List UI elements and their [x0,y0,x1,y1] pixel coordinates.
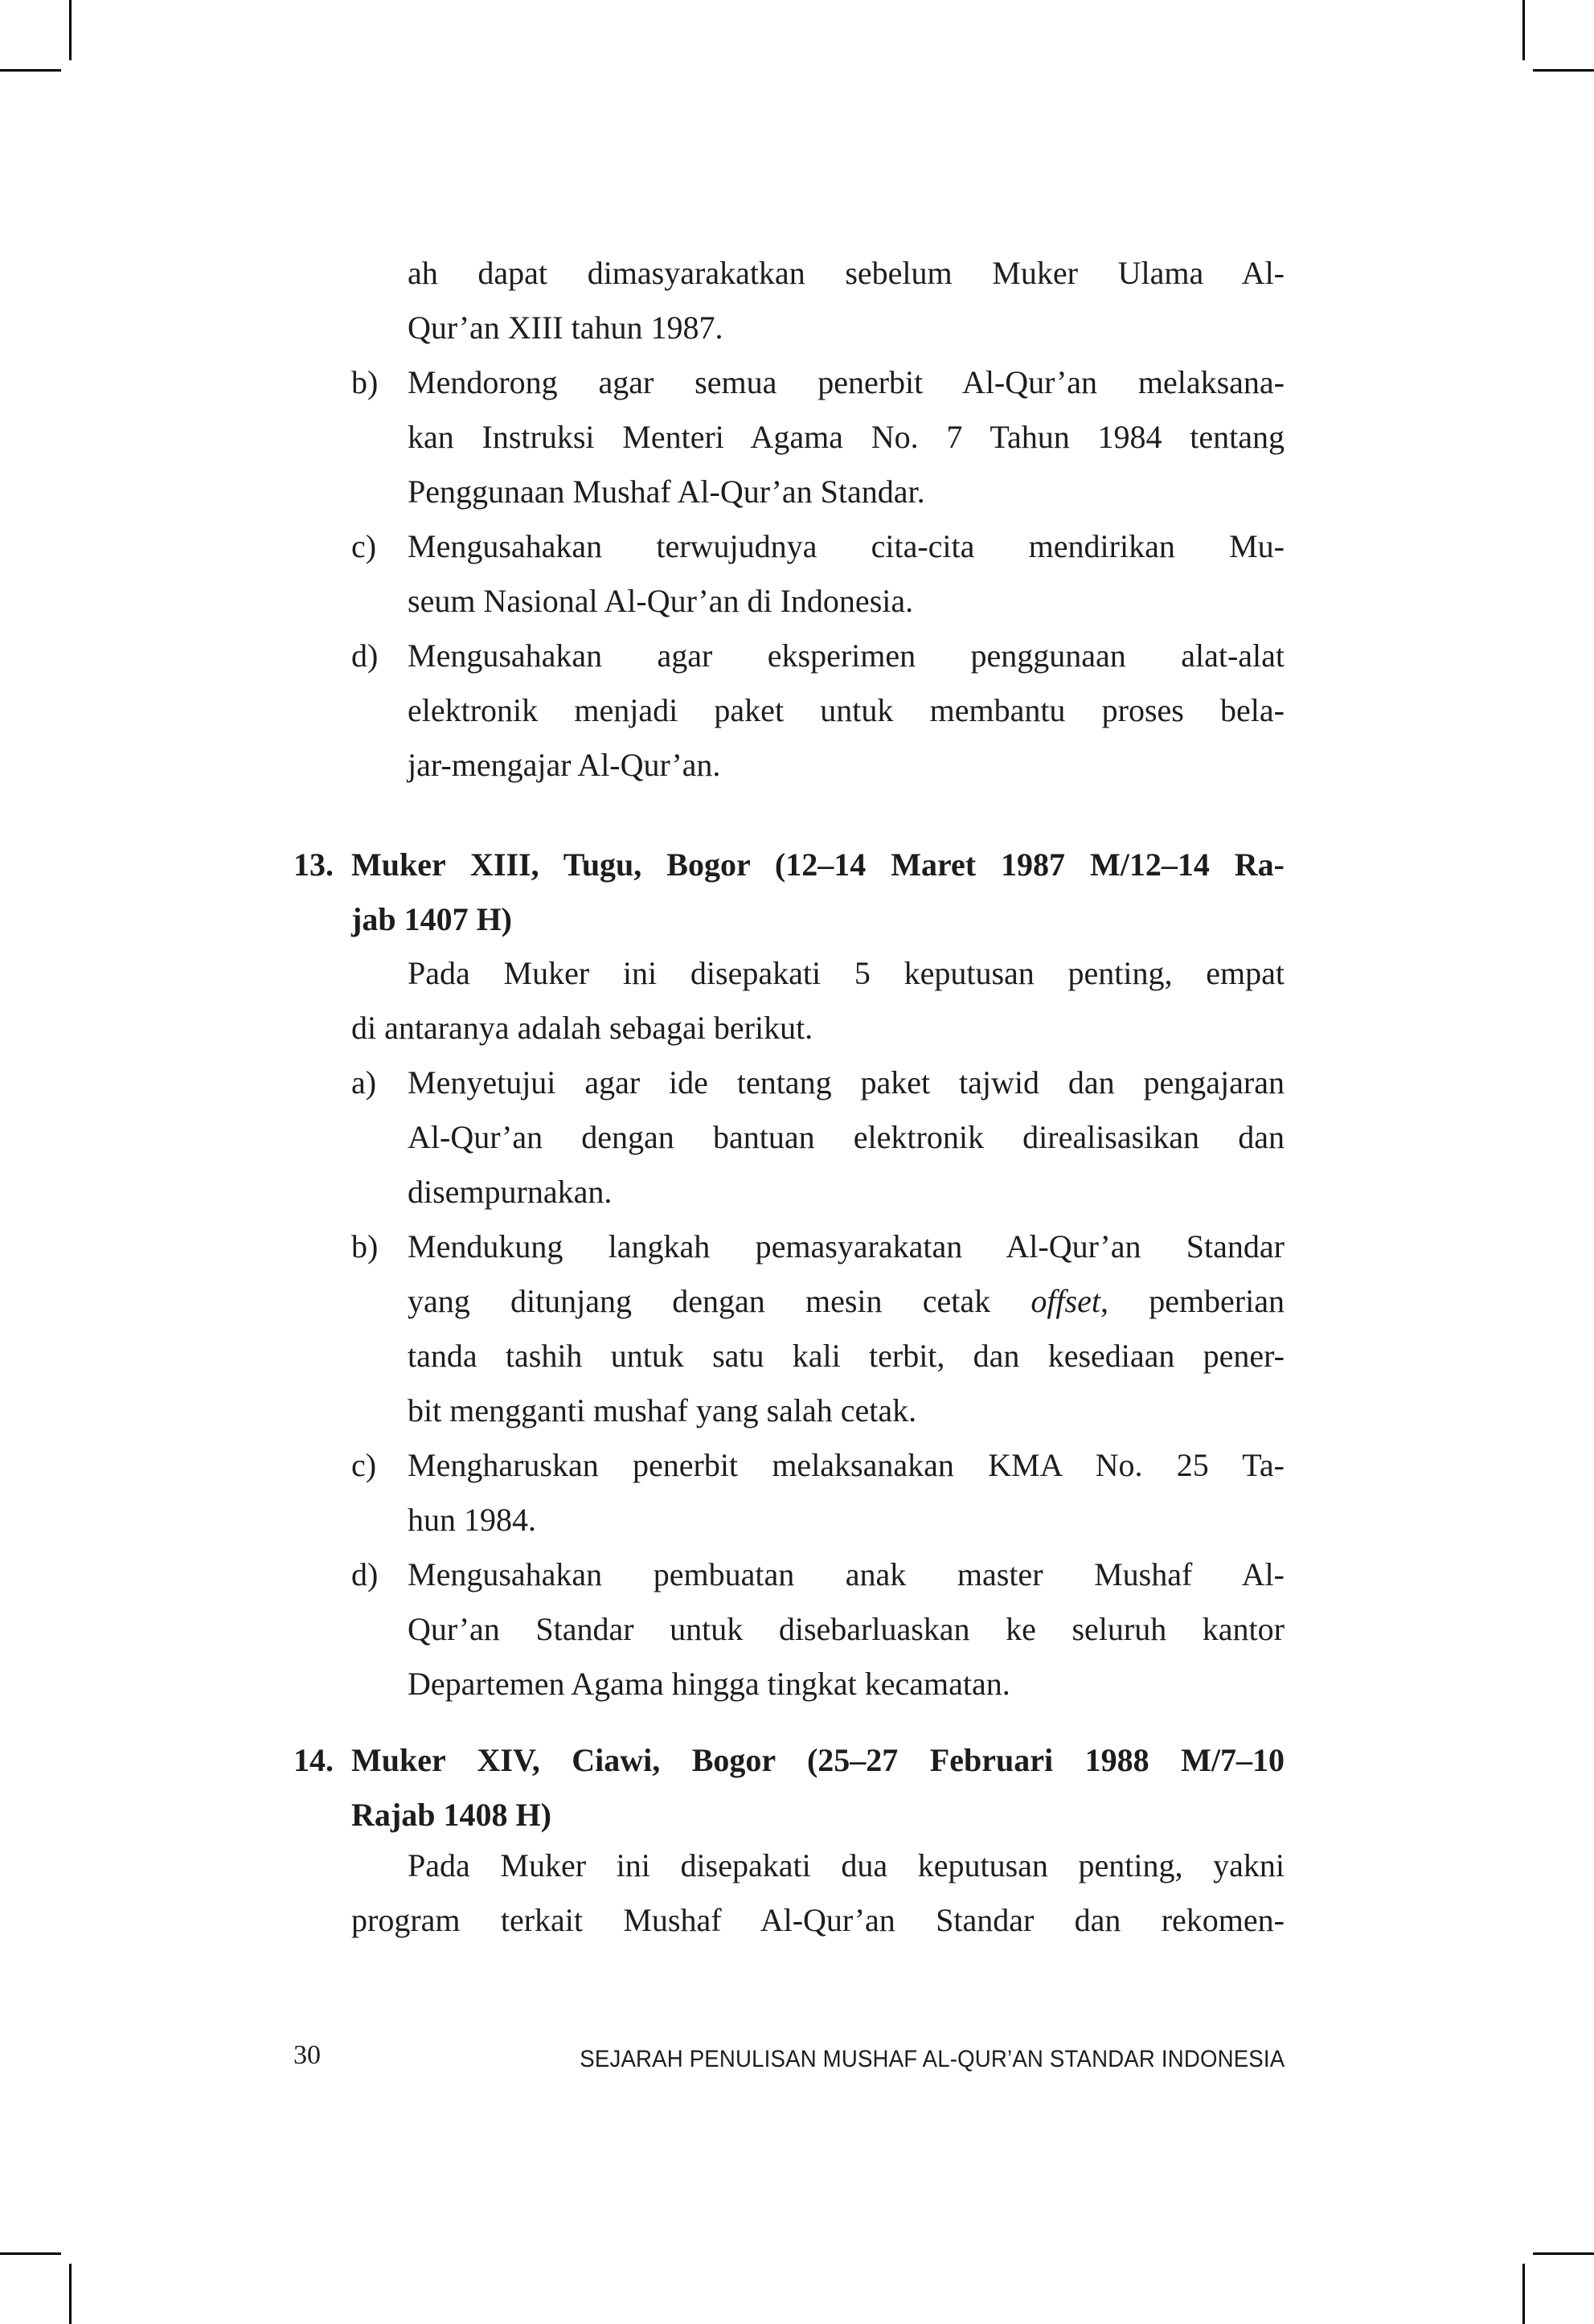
crop-mark-bottom-right-vertical [1522,2264,1525,2324]
list-item-text: Mengusahakan terwujudnya cita-cita mendirikan Mu- [408,528,1285,564]
heading-line [293,838,1285,892]
list-item-line [351,1219,1285,1274]
list-item-line [351,355,1285,410]
list-marker: c) [351,1447,377,1483]
list-item-text: Menyetujui agar ide tentang paket tajwid dan pengajaran [408,1064,1285,1101]
crop-mark-top-left-horizontal [0,69,61,72]
italic-term: offset [1031,1283,1100,1319]
page-number: 30 [293,2040,321,2070]
list-item-line [351,1438,1285,1493]
list-marker: a) [351,1064,377,1101]
list-marker: d) [351,637,379,674]
list-item-text: Mengharuskan penerbit melaksanakan KMA No. 25 Ta- [408,1447,1285,1483]
list-item-line [351,1055,1285,1110]
paragraph-line: di antaranya adalah sebagai berikut. [351,1010,813,1046]
paragraph-line: program terkait Mushaf Al-Qur’an Standar dan rekomen- [351,1902,1285,1938]
section-13-body [293,946,1285,1711]
heading-line [293,1733,1285,1788]
heading-text: Muker XIV, Ciawi, Bogor (25–27 Februari 1988 M/7–10 [351,1742,1285,1778]
list-item-line: hun 1984. [408,1502,536,1538]
section-13-heading [293,838,1285,947]
crop-mark-bottom-right-horizontal [1533,2252,1594,2255]
list-item-text: , pemberian [1100,1283,1285,1319]
list-item-line: jar-mengajar Al-Qur’an. [408,747,721,783]
list-item-line: bit mengganti mushaf yang salah cetak. [408,1392,917,1428]
heading-line: jab 1407 H) [351,901,512,937]
section-14-heading [293,1733,1285,1842]
paragraph-line: Qur’an XIII tahun 1987. [408,309,723,346]
paragraph-line: Pada Muker ini disepakati 5 keputusan penting, empat [408,955,1285,991]
crop-mark-top-left-vertical [69,0,72,60]
list-marker: b) [351,1228,379,1264]
carryover-list-block [293,246,1285,793]
running-title: SEJARAH PENULISAN MUSHAF AL-QUR’AN STANDAR INDONESIA [579,2046,1285,2072]
list-item-text: Mendukung langkah pemasyarakatan Al-Qur’an Standar [408,1228,1285,1264]
paragraph-line: ah dapat dimasyarakatkan sebelum Muker Ulama Al- [408,255,1285,291]
list-item-line [351,1547,1285,1602]
list-item-line: disempurnakan. [408,1174,613,1210]
crop-mark-top-right-horizontal [1533,69,1594,72]
list-item-text: Mendorong agar semua penerbit Al-Qur’an melaksana- [408,364,1285,400]
list-item-line [351,629,1285,683]
list-item-line [351,519,1285,574]
heading-text: Muker XIII, Tugu, Bogor (12–14 Maret 1987 M/12–14 Ra- [351,846,1285,883]
list-item-line: tanda tashih untuk satu kali terbit, dan kesediaan pener- [408,1338,1285,1374]
list-item-line: Al-Qur’an dengan bantuan elektronik direalisasikan dan [408,1119,1285,1155]
crop-mark-top-right-vertical [1522,0,1525,60]
list-item-line: Departemen Agama hingga tingkat kecamatan. [408,1666,1010,1702]
section-number: 13. [293,846,334,883]
crop-mark-bottom-left-vertical [69,2264,72,2324]
list-item-line: seum Nasional Al-Qur’an di Indonesia. [408,583,914,619]
list-item-line: Qur’an Standar untuk disebarluaskan ke seluruh kantor [408,1611,1285,1647]
list-marker: c) [351,528,377,564]
heading-line: Rajab 1408 H) [351,1797,551,1833]
list-item-line: Penggunaan Mushaf Al-Qur’an Standar. [408,473,925,510]
list-marker: d) [351,1556,379,1592]
list-item-line: kan Instruksi Menteri Agama No. 7 Tahun 1984 tentang [408,419,1285,455]
crop-mark-bottom-left-horizontal [0,2252,61,2255]
section-14-body [293,1838,1285,1948]
list-item-text: Mengusahakan agar eksperimen penggunaan alat-alat [408,637,1285,674]
list-item-text: yang ditunjang dengan mesin cetak [408,1283,1031,1319]
paragraph-line: Pada Muker ini disepakati dua keputusan penting, yakni [408,1847,1285,1883]
list-item-line [408,1274,1285,1329]
list-marker: b) [351,364,379,400]
list-item-line: elektronik menjadi paket untuk membantu proses bela- [408,692,1285,728]
list-item-text: Mengusahakan pembuatan anak master Mushaf Al- [408,1556,1285,1592]
section-number: 14. [293,1742,334,1778]
